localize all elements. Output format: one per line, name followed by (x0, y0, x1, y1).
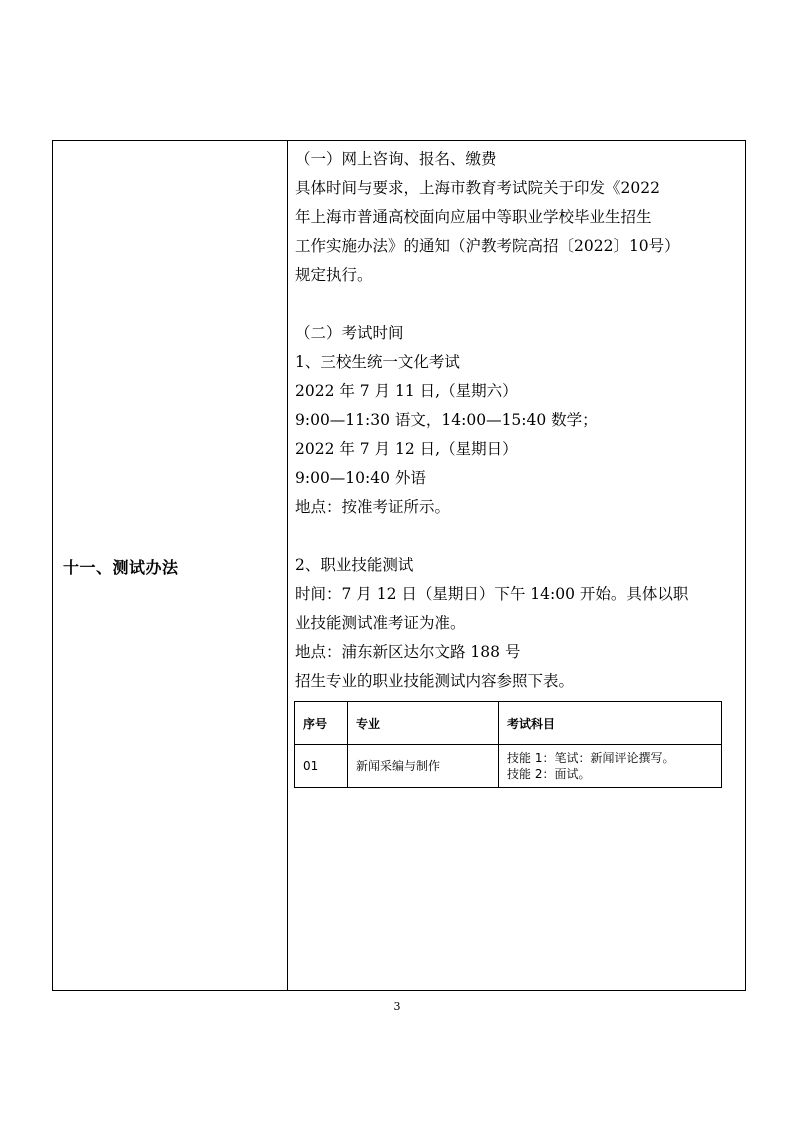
text-line: 2022 年 7 月 12 日,（星期日） (295, 440, 518, 458)
header-subject: 考试科目 (499, 702, 722, 745)
text-line: 2022 年 7 月 11 日,（星期六） (295, 382, 518, 400)
cell-no: 01 (295, 745, 348, 788)
text-line: 9:00—10:40 外语 (295, 469, 426, 487)
test-content-table (294, 701, 722, 788)
text-line: 招生专业的职业技能测试内容参照下表。 (295, 672, 575, 690)
text-line: 9:00—11:30 语文，14:00—15:40 数学； (295, 411, 598, 429)
table-header-row (295, 702, 722, 745)
text-line: 工作实施办法》的通知（沪教考院高招〔2022〕10号） (295, 237, 680, 255)
section-content (295, 145, 741, 696)
text-line: 业技能测试准考证为准。 (295, 614, 466, 632)
text-line: 地点：按准考证所示。 (295, 498, 451, 516)
spacer (295, 290, 741, 319)
page-number: 3 (393, 1000, 401, 1013)
text-line: （一）网上咨询、报名、缴费 (295, 150, 497, 168)
text-line: 年上海市普通高校面向应届中等职业学校毕业生招生 (295, 208, 652, 226)
text-line: 具体时间与要求，上海市教育考试院关于印发《2022 (295, 179, 660, 197)
header-major: 专业 (348, 702, 499, 745)
text-line: 时间：7 月 12 日（星期日）下午 14:00 开始。具体以职 (295, 585, 689, 603)
text-line: 1、三校生统一文化考试 (295, 353, 460, 371)
main-table (52, 140, 746, 991)
section-label: 十一、测试办法 (63, 558, 179, 577)
table-row (295, 745, 722, 788)
text-line: 规定执行。 (295, 266, 373, 284)
spacer (295, 522, 741, 551)
subject-line: 技能 2：面试。 (507, 767, 591, 781)
cell-subject (499, 745, 722, 788)
cell-major: 新闻采编与制作 (348, 745, 499, 788)
text-line: 地点：浦东新区达尔文路 188 号 (295, 643, 521, 661)
subject-line: 技能 1：笔试：新闻评论撰写。 (507, 751, 675, 765)
column-divider (287, 141, 288, 990)
text-line: （二）考试时间 (295, 324, 404, 342)
header-no: 序号 (295, 702, 348, 745)
text-line: 2、职业技能测试 (295, 556, 414, 574)
